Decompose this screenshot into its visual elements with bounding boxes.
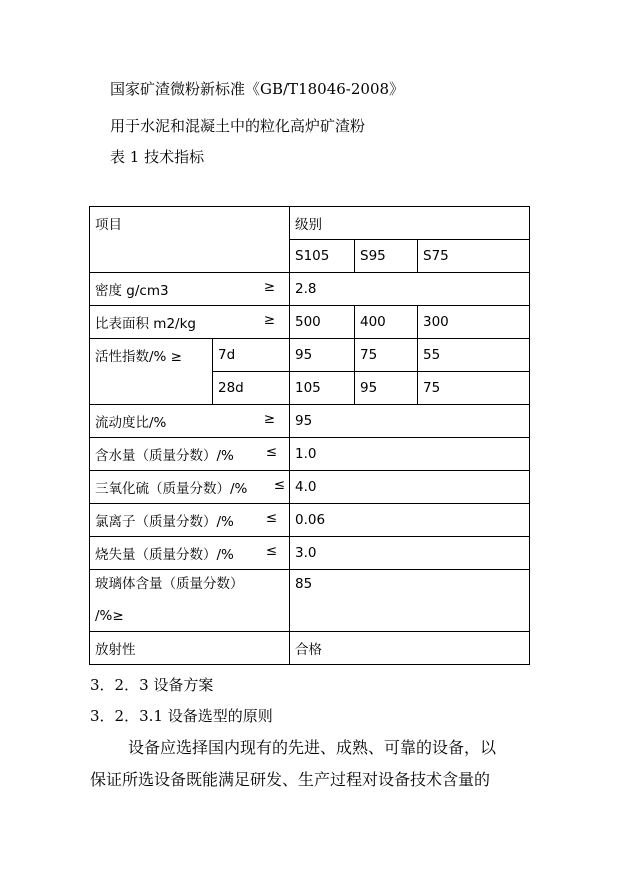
header-item: 项目 bbox=[90, 207, 290, 273]
paragraph-line-2: 保证所选设备既能满足研发、生产过程对设备技术含量的 bbox=[90, 770, 491, 789]
ignition-label: 烧失量（质量分数）/% bbox=[95, 547, 234, 563]
so3-label-cell bbox=[90, 471, 290, 504]
table-row bbox=[90, 471, 530, 504]
activity-age-28d: 28d bbox=[213, 372, 290, 405]
table-row bbox=[90, 207, 530, 240]
paragraph-line-1: 设备应选择国内现有的先进、成熟、可靠的设备，以 bbox=[128, 738, 497, 757]
table-caption: 表 1 技术指标 bbox=[110, 148, 205, 166]
density-label-cell bbox=[90, 273, 290, 306]
so3-label: 三氧化硫（质量分数）/% bbox=[95, 481, 248, 497]
activity-7d-s95: 75 bbox=[355, 339, 418, 372]
activity-age-7d: 7d bbox=[213, 339, 290, 372]
section-heading-equipment: 3．2．3 设备方案 bbox=[90, 676, 214, 694]
radioactivity-label: 放射性 bbox=[90, 632, 290, 665]
glass-value: 85 bbox=[290, 570, 530, 632]
activity-28d-s95: 95 bbox=[355, 372, 418, 405]
surface-s95: 400 bbox=[355, 306, 418, 339]
activity-28d-s105: 105 bbox=[290, 372, 355, 405]
chloride-op: ≤ bbox=[265, 510, 277, 526]
density-label: 密度 g/cm3 bbox=[95, 283, 169, 299]
activity-28d-s75: 75 bbox=[418, 372, 530, 405]
header-grade: 级别 bbox=[290, 207, 530, 240]
radioactivity-value: 合格 bbox=[290, 632, 530, 665]
surface-s105: 500 bbox=[290, 306, 355, 339]
table-row bbox=[90, 339, 530, 372]
table-row bbox=[90, 570, 530, 632]
doc-title: 国家矿渣微粉新标准《GB/T18046-2008》 bbox=[110, 80, 405, 98]
water-label: 含水量（质量分数）/% bbox=[95, 448, 234, 464]
density-value: 2.8 bbox=[290, 273, 530, 306]
so3-op: ≤ bbox=[273, 477, 285, 493]
ignition-label-cell bbox=[90, 537, 290, 570]
doc-subtitle: 用于水泥和混凝土中的粒化高炉矿渣粉 bbox=[110, 117, 366, 135]
chloride-label-cell bbox=[90, 504, 290, 537]
table-row bbox=[90, 438, 530, 471]
table-row bbox=[90, 273, 530, 306]
surface-s75: 300 bbox=[418, 306, 530, 339]
grade-s105: S105 bbox=[290, 240, 355, 273]
ignition-op: ≤ bbox=[265, 543, 277, 559]
surface-op: ≥ bbox=[263, 312, 275, 328]
table-row bbox=[90, 306, 530, 339]
chloride-value: 0.06 bbox=[290, 504, 530, 537]
glass-label-line1: 玻璃体含量（质量分数） bbox=[95, 576, 244, 592]
fluidity-op: ≥ bbox=[263, 411, 275, 427]
table-row bbox=[90, 504, 530, 537]
ignition-value: 3.0 bbox=[290, 537, 530, 570]
fluidity-label-cell bbox=[90, 405, 290, 438]
water-value: 1.0 bbox=[290, 438, 530, 471]
fluidity-label: 流动度比/% bbox=[95, 415, 167, 431]
activity-label: 活性指数/% ≥ bbox=[90, 339, 213, 405]
surface-label: 比表面积 m2/kg bbox=[95, 316, 196, 332]
surface-label-cell bbox=[90, 306, 290, 339]
grade-s75: S75 bbox=[418, 240, 530, 273]
water-label-cell bbox=[90, 438, 290, 471]
glass-label-line2: /%≥ bbox=[95, 608, 124, 624]
spec-table bbox=[89, 206, 530, 665]
glass-label-cell bbox=[90, 570, 290, 632]
grade-s95: S95 bbox=[355, 240, 418, 273]
activity-7d-s75: 55 bbox=[418, 339, 530, 372]
table-row bbox=[90, 632, 530, 665]
table-row bbox=[90, 405, 530, 438]
chloride-label: 氯离子（质量分数）/% bbox=[95, 514, 234, 530]
water-op: ≤ bbox=[265, 444, 277, 460]
section-heading-selection: 3．2．3.1 设备选型的原则 bbox=[90, 707, 273, 725]
so3-value: 4.0 bbox=[290, 471, 530, 504]
fluidity-value: 95 bbox=[290, 405, 530, 438]
table-row bbox=[90, 537, 530, 570]
activity-7d-s105: 95 bbox=[290, 339, 355, 372]
density-op: ≥ bbox=[263, 279, 275, 295]
